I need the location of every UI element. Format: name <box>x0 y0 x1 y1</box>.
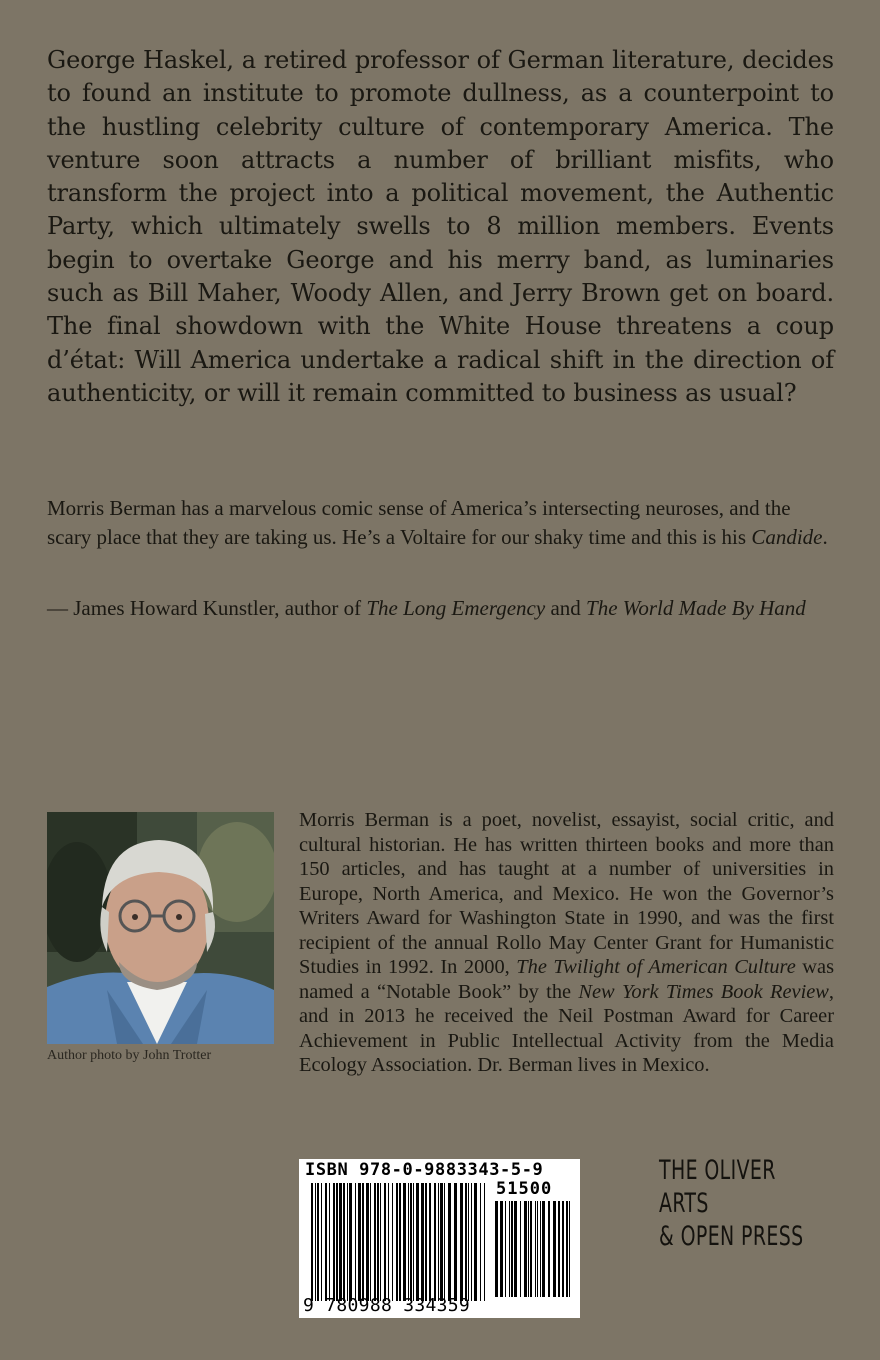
barcode-bar <box>343 1183 345 1301</box>
publisher-line-2: & OPEN PRESS <box>659 1221 804 1252</box>
barcode-bar <box>321 1183 322 1301</box>
bio-book-title-2: New York Times Book Review <box>578 980 829 1003</box>
attribution-book-2: The World Made By Hand <box>586 596 806 620</box>
barcode-bar <box>460 1183 463 1301</box>
barcode-addon-bar <box>553 1201 556 1297</box>
barcode-addon-bar <box>511 1201 513 1297</box>
barcode-bar <box>377 1183 379 1301</box>
barcode-bar <box>480 1183 481 1301</box>
isbn-barcode <box>299 1159 580 1318</box>
barcode-bar <box>474 1183 477 1301</box>
barcode-bar <box>434 1183 436 1301</box>
synopsis-text: George Haskel, a retired professor of German literature, decides to found an institute to promote dullness, as a counterpoint to the hustling celebrity culture of contemporary America. The venture soon attracts a number of brilliant misfits, who transform the project into a political movement, the Authentic Party, which ultimately swells to 8 million members. Events begin to overtake George and his merry band, as luminaries such as Bill Maher, Woody Allen, and Jerry Brown get on board. The final showdown with the White House threatens a coup d’état: Will America undertake a radical shift in the direction of authenticity, or will it remain committed to business as usual? <box>47 46 834 407</box>
barcode-bar <box>468 1183 469 1301</box>
blurb-quote <box>47 494 837 552</box>
barcode-bar <box>388 1183 389 1301</box>
barcode-addon-bar <box>566 1201 568 1297</box>
barcode-bar <box>362 1183 364 1301</box>
barcode-bar <box>471 1183 472 1301</box>
barcode-bar <box>333 1183 335 1301</box>
barcode-bar <box>366 1183 369 1301</box>
blurb-quote-end: . <box>822 525 828 549</box>
barcode-addon-bar <box>535 1201 536 1297</box>
barcode-bar <box>396 1183 398 1301</box>
barcode-bar <box>392 1183 393 1301</box>
barcode-bar <box>380 1183 381 1301</box>
barcode-addon-bar <box>514 1201 517 1297</box>
barcode-bar <box>413 1183 414 1301</box>
barcode-bar <box>403 1183 406 1301</box>
barcode-bar <box>408 1183 409 1301</box>
barcode-bar <box>429 1183 431 1301</box>
bio-part-1: Morris Berman is a poet, novelist, essayist, social critic, and cultural historian. He has written thirteen books and more than 150 articles, and has taught at a number of universities in Europe, North America, and Mexico. He won the Governor’s Writers Award for Washington State in 1990, and was the first recipient of the annual Rollo May Center Grant for Humanistic Studies in 1992. In 2000, <box>299 809 834 978</box>
barcode-bar <box>374 1183 376 1301</box>
barcode-bar <box>311 1183 313 1301</box>
barcode-addon-bar <box>562 1201 564 1297</box>
barcode-bar <box>416 1183 419 1301</box>
barcode-addon-bar <box>528 1201 529 1297</box>
barcode-addon-bar <box>540 1201 541 1297</box>
barcode-bar <box>410 1183 412 1301</box>
barcode-bar <box>347 1183 348 1301</box>
barcode-bar <box>440 1183 443 1301</box>
barcode-bar <box>399 1183 401 1301</box>
blurb-quote-text: Morris Berman has a marvelous comic sense of America’s intersecting neuroses, and the scary place that they are taking us. He’s a Voltaire for our shaky time and this is his <box>47 496 791 549</box>
publisher-line-1: THE OLIVER ARTS <box>659 1155 776 1219</box>
barcode-bar <box>448 1183 451 1301</box>
barcode-bar <box>358 1183 361 1301</box>
barcode-bar <box>425 1183 427 1301</box>
barcode-number: 9 780988 334359 <box>303 1295 471 1316</box>
attribution-book-1: The Long Emergency <box>366 596 546 620</box>
price-code: 51500 <box>496 1179 553 1199</box>
attribution-prefix: — James Howard Kunstler, author of <box>47 596 367 620</box>
barcode-bar <box>384 1183 386 1301</box>
barcode-addon-bar <box>495 1201 498 1297</box>
blurb-attribution <box>47 594 837 623</box>
author-bio <box>299 808 834 1078</box>
barcode-addon-bar <box>530 1201 532 1297</box>
barcode-addon-bar <box>569 1201 570 1297</box>
photo-caption: Author photo by John Trotter <box>47 1048 212 1063</box>
barcode-addon-bar <box>558 1201 560 1297</box>
barcode-addon-bar <box>520 1201 521 1297</box>
barcode-bar <box>315 1183 316 1301</box>
barcode-addon-bars <box>495 1201 575 1301</box>
barcode-bar <box>339 1183 342 1301</box>
barcode-bar <box>465 1183 467 1301</box>
blurb-quote-title: Candide <box>751 525 823 549</box>
bio-book-title-1: The Twilight of American Culture <box>516 956 796 978</box>
barcode-bar <box>438 1183 439 1301</box>
barcode-addon-bar <box>509 1201 510 1297</box>
barcode-bars <box>311 1183 487 1301</box>
bio-part-3: , and in 2013 he received the Neil Postman Award for Career Achievement in Public Intellectual Activity from the Media Ecology Association. Dr. Berman lives in Mexico. <box>299 980 834 1076</box>
barcode-bar <box>444 1183 445 1301</box>
barcode-addon-bar <box>500 1201 503 1297</box>
barcode-bar <box>317 1183 319 1301</box>
barcode-addon-bar <box>505 1201 506 1297</box>
author-portrait-illustration <box>47 812 274 1044</box>
barcode-bar <box>336 1183 338 1301</box>
barcode-bar <box>325 1183 327 1301</box>
barcode-bar <box>329 1183 330 1301</box>
barcode-addon-bar <box>524 1201 527 1297</box>
barcode-bar <box>421 1183 424 1301</box>
publisher-logo <box>659 1154 815 1253</box>
attribution-and: and <box>545 596 587 620</box>
barcode-addon-bar <box>542 1201 545 1297</box>
barcode-bar <box>370 1183 371 1301</box>
isbn-label: ISBN 978-0-9883343-5-9 <box>305 1160 544 1180</box>
bio-part-2: was named a “Notable Book” by the <box>299 956 835 1003</box>
barcode-bar <box>355 1183 356 1301</box>
author-photo <box>47 812 274 1044</box>
barcode-bar <box>349 1183 352 1301</box>
barcode-bar <box>454 1183 457 1301</box>
barcode-addon-bar <box>548 1201 550 1297</box>
barcode-addon-bar <box>537 1201 538 1297</box>
barcode-bar <box>484 1183 485 1301</box>
